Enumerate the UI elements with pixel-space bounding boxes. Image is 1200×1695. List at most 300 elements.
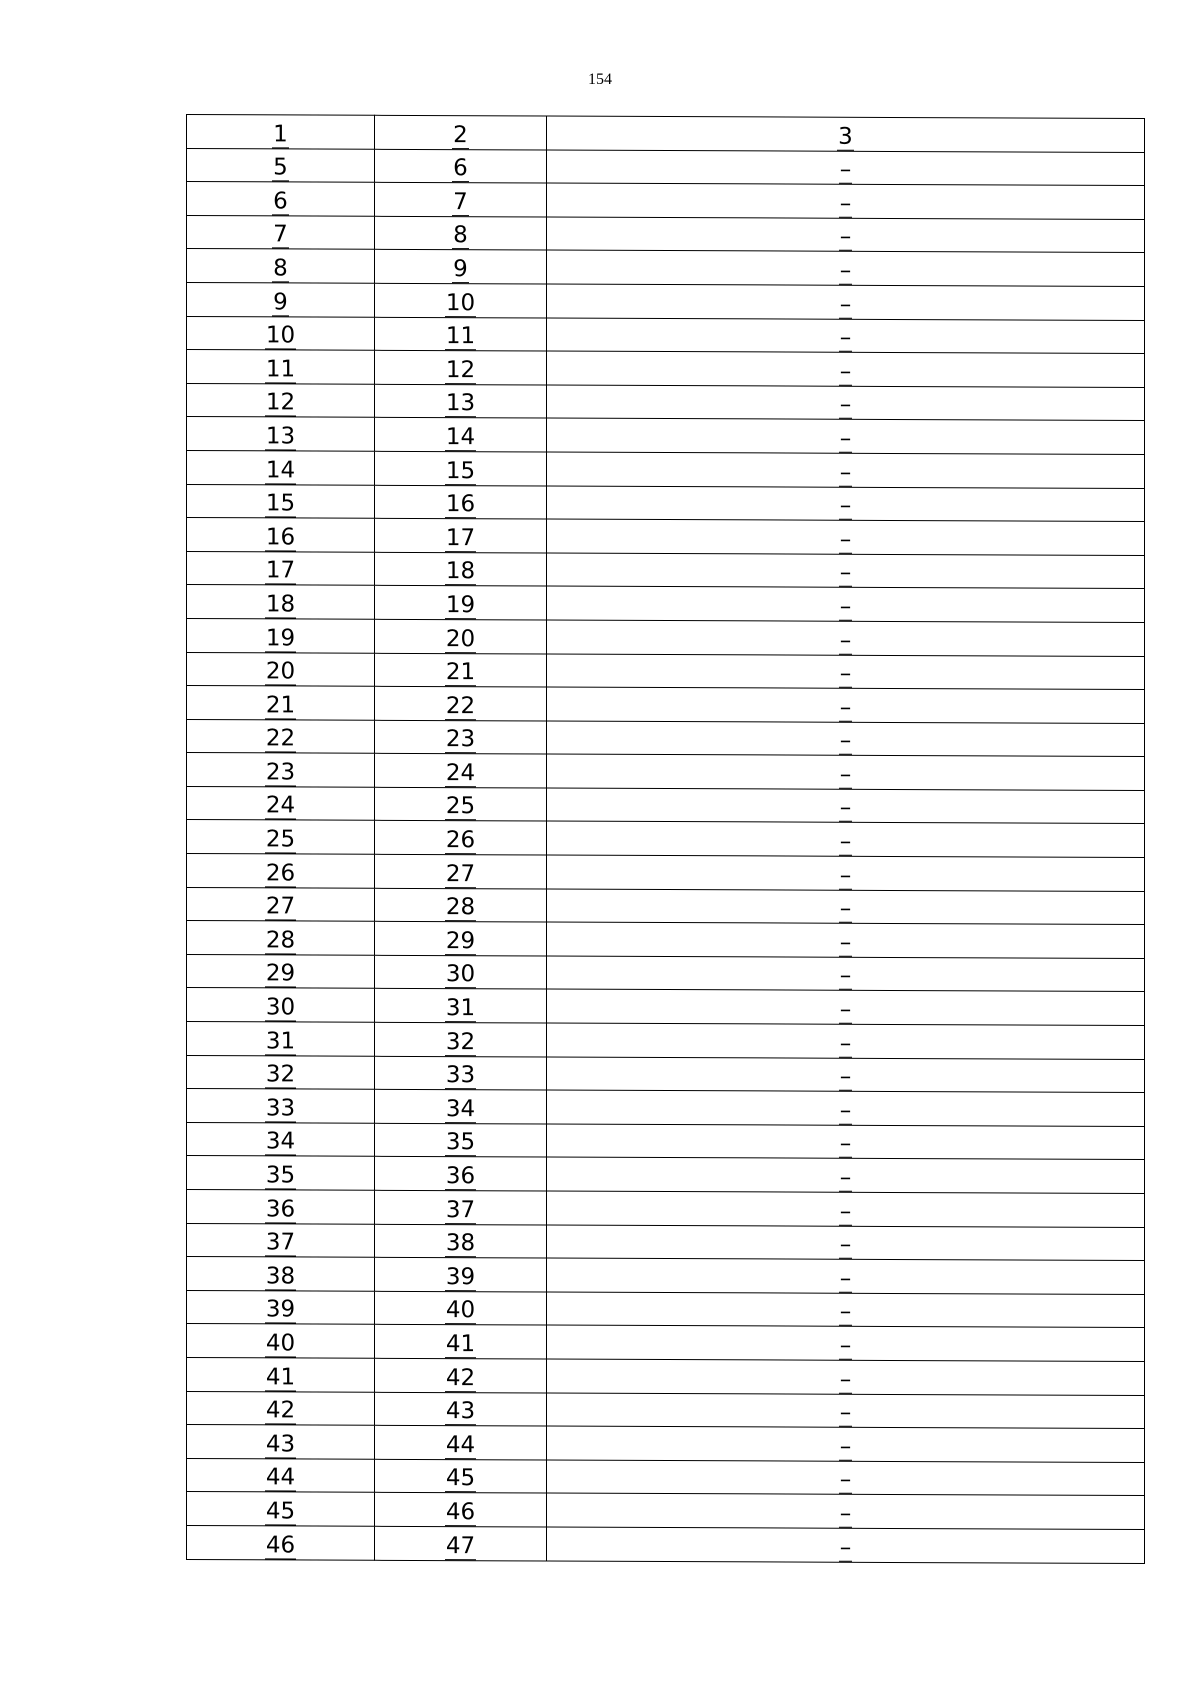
table-cell-col1	[187, 719, 375, 753]
table-cell-text: 33	[265, 1095, 296, 1122]
table-row	[187, 1223, 1145, 1261]
table-cell-col1	[187, 753, 375, 787]
table-cell-col1	[187, 1458, 375, 1492]
table-cell-col1	[187, 1156, 375, 1190]
table-cell-col3	[547, 1157, 1145, 1193]
table-row	[187, 618, 1145, 656]
table-cell-text: 32	[445, 1028, 476, 1055]
table-cell-col3	[547, 452, 1145, 488]
table-cell-text: –	[839, 627, 852, 654]
table-cell-col1	[187, 1290, 375, 1324]
table-cell-col1	[187, 1089, 375, 1123]
table-cell-text: –	[839, 1231, 852, 1258]
table-cell-col3	[547, 788, 1145, 824]
table-cell-text: 30	[265, 994, 296, 1021]
table-row	[187, 820, 1145, 858]
table-cell-text: 13	[265, 423, 296, 450]
table-cell-col3	[547, 1124, 1145, 1160]
table-cell-col1	[187, 249, 375, 283]
table-cell-text: 10	[445, 289, 476, 316]
table-cell-col2	[375, 1325, 547, 1359]
table-cell-col3	[547, 1225, 1145, 1261]
table-row	[187, 786, 1145, 824]
table-cell-col3	[547, 620, 1145, 656]
table-cell-col2	[375, 1392, 547, 1426]
table-row	[187, 1290, 1145, 1328]
table-cell-col2	[375, 250, 547, 284]
table-cell-col3	[547, 150, 1145, 186]
table-cell-text: 43	[265, 1431, 296, 1458]
table-row	[187, 1156, 1145, 1194]
table-cell-col1	[187, 282, 375, 316]
table-cell-text: –	[839, 1332, 852, 1359]
header-cell-col1	[187, 115, 375, 149]
table-row	[187, 887, 1145, 925]
table-cell-col3	[547, 519, 1145, 555]
table-cell-text: 19	[445, 591, 476, 619]
table-cell-col1	[187, 1257, 375, 1291]
table-row	[187, 854, 1145, 892]
table-cell-text: 14	[445, 424, 476, 451]
table-cell-text: 19	[265, 624, 296, 651]
table-cell-text: 29	[445, 927, 476, 955]
table-cell-text: 6	[273, 188, 288, 215]
table-cell-col3	[547, 855, 1145, 891]
table-cell-text: 40	[445, 1297, 476, 1324]
table-cell-col1	[187, 551, 375, 585]
table-cell-text: 15	[445, 457, 476, 484]
table-row	[187, 921, 1145, 959]
table-cell-col2	[375, 485, 547, 519]
table-cell-text: –	[839, 1030, 852, 1057]
header-cell-text: 2	[453, 121, 468, 148]
table-cell-text: –	[839, 728, 852, 755]
table-cell-col1	[187, 887, 375, 921]
table-cell-col2	[375, 418, 547, 452]
table-cell-text: 34	[445, 1095, 476, 1123]
table-cell-text: 38	[445, 1230, 476, 1257]
table-cell-col1	[187, 1324, 375, 1358]
table-cell-col3	[547, 1023, 1145, 1059]
table-cell-text: 17	[265, 557, 296, 584]
table-cell-text: 43	[445, 1398, 476, 1425]
table-cell-text: –	[839, 1500, 852, 1527]
table-cell-text: –	[839, 224, 852, 251]
table-cell-text: –	[839, 257, 852, 284]
table-cell-col1	[187, 1525, 375, 1559]
table-cell-text: –	[839, 459, 852, 486]
table-cell-col2	[375, 1526, 547, 1560]
table-row	[187, 1122, 1145, 1160]
table-cell-text: –	[839, 358, 852, 385]
table-cell-text: 10	[265, 322, 296, 349]
table-cell-text: 30	[445, 961, 476, 988]
table-row	[187, 1458, 1145, 1496]
table-cell-col3	[547, 250, 1145, 286]
table-cell-text: 9	[273, 288, 288, 315]
table-cell-col3	[547, 1527, 1145, 1563]
table-cell-col2	[375, 350, 547, 384]
table-cell-col2	[375, 922, 547, 956]
table-cell-text: 18	[445, 558, 476, 585]
table-cell-col1	[187, 182, 375, 216]
table-cell-text: 39	[265, 1296, 296, 1323]
table-row	[187, 1324, 1145, 1362]
table-cell-text: –	[839, 1366, 852, 1393]
table-cell-col2	[375, 888, 547, 922]
table-cell-text: 12	[445, 356, 476, 383]
table-cell-text: 7	[453, 188, 468, 215]
table-row	[187, 551, 1145, 589]
table-cell-col1	[187, 786, 375, 820]
table-row	[187, 350, 1145, 388]
table-header-row	[187, 115, 1145, 153]
table-cell-text: –	[839, 1131, 852, 1158]
table-cell-col3	[547, 553, 1145, 589]
header-cell-text: 3	[838, 123, 853, 150]
table-cell-col2	[375, 989, 547, 1023]
table-cell-text: 24	[445, 759, 476, 787]
table-cell-col3	[547, 183, 1145, 219]
table-cell-text: 33	[445, 1062, 476, 1089]
table-cell-col1	[187, 618, 375, 652]
table-cell-text: 46	[265, 1531, 296, 1558]
table-row	[187, 1492, 1145, 1530]
table-cell-text: 31	[445, 995, 476, 1022]
table-cell-text: –	[839, 593, 852, 620]
table-row	[187, 1525, 1145, 1563]
table-cell-text: –	[839, 660, 852, 687]
table-cell-text: 8	[273, 255, 288, 282]
table-cell-text: –	[839, 392, 852, 419]
table-cell-col1	[187, 215, 375, 249]
table-cell-text: 37	[445, 1196, 476, 1223]
table-cell-text: –	[839, 1097, 852, 1124]
table-row	[187, 1357, 1145, 1395]
table-cell-text: –	[839, 862, 852, 889]
table-cell-text: 7	[273, 221, 288, 248]
table-cell-text: 31	[265, 1027, 296, 1055]
table-row	[187, 484, 1145, 522]
table-cell-col3	[547, 1393, 1145, 1429]
table-cell-text: 24	[265, 792, 296, 819]
table-cell-text: 47	[445, 1532, 476, 1559]
table-cell-text: 12	[265, 389, 296, 416]
table-cell-col1	[187, 820, 375, 854]
table-cell-col2	[375, 787, 547, 821]
table-cell-text: 28	[445, 894, 476, 921]
table-row	[187, 585, 1145, 623]
page-number: 154	[588, 71, 612, 88]
table-cell-text: –	[839, 291, 852, 318]
table-row	[187, 988, 1145, 1026]
table-row	[187, 1089, 1145, 1127]
table-cell-col1	[187, 383, 375, 417]
table-cell-text: 28	[265, 927, 296, 954]
table-cell-text: 22	[445, 692, 476, 719]
table-cell-col3	[547, 1359, 1145, 1395]
table-cell-text: 42	[265, 1397, 296, 1424]
table-cell-col3	[547, 318, 1145, 354]
table-cell-col3	[547, 284, 1145, 320]
table-cell-col3	[547, 1325, 1145, 1361]
table-cell-col3	[547, 1493, 1145, 1529]
table-cell-col1	[187, 954, 375, 988]
table-cell-col1	[187, 350, 375, 384]
table-cell-col1	[187, 1357, 375, 1391]
table-cell-text: –	[839, 895, 852, 923]
table-cell-text: 37	[265, 1229, 296, 1256]
table-cell-col1	[187, 921, 375, 955]
table-cell-col3	[547, 1191, 1145, 1227]
table-cell-col2	[375, 955, 547, 989]
table-cell-col1	[187, 316, 375, 350]
table-cell-col3	[547, 586, 1145, 622]
table-cell-col1	[187, 1223, 375, 1257]
table-cell-text: –	[839, 156, 852, 183]
table-cell-col3	[547, 1090, 1145, 1126]
table-cell-col3	[547, 217, 1145, 253]
table-cell-text: –	[839, 1399, 852, 1426]
table-row	[187, 686, 1145, 724]
table-cell-col1	[187, 1425, 375, 1459]
table-cell-col2	[375, 283, 547, 317]
table-cell-text: 44	[265, 1464, 296, 1491]
table-cell-col3	[547, 889, 1145, 925]
table-cell-col1	[187, 988, 375, 1022]
table-cell-col1	[187, 148, 375, 182]
table-cell-text: 26	[265, 859, 296, 887]
table-cell-text: 17	[445, 524, 476, 551]
table-cell-text: –	[839, 1063, 852, 1091]
table-cell-text: 27	[445, 860, 476, 887]
table-cell-col1	[187, 484, 375, 518]
table-cell-text: –	[839, 1299, 852, 1326]
table-cell-text: –	[839, 963, 852, 990]
table-cell-col2	[375, 1090, 547, 1124]
table-cell-col2	[375, 821, 547, 855]
table-cell-col2	[375, 720, 547, 754]
header-cell-text: 1	[273, 120, 288, 148]
table-cell-col3	[547, 1057, 1145, 1093]
table-cell-col2	[375, 1493, 547, 1527]
table-cell-col3	[547, 418, 1145, 454]
table-cell-col1	[187, 1391, 375, 1425]
table-cell-col3	[547, 922, 1145, 958]
table-row	[187, 148, 1145, 186]
table-cell-col3	[547, 486, 1145, 522]
table-row	[187, 1391, 1145, 1429]
table-cell-text: 16	[445, 491, 476, 518]
table-row	[187, 1190, 1145, 1228]
table-row	[187, 450, 1145, 488]
table-cell-text: 21	[445, 659, 476, 686]
table-row	[187, 753, 1145, 791]
table-cell-text: 14	[265, 456, 296, 483]
table-cell-col2	[375, 317, 547, 351]
header-cell-col2	[375, 115, 547, 149]
table-cell-col1	[187, 686, 375, 720]
table-cell-col1	[187, 1022, 375, 1056]
table-cell-col2	[375, 518, 547, 552]
table-cell-text: 16	[265, 524, 296, 551]
table-cell-text: 45	[265, 1498, 296, 1525]
table-cell-col2	[375, 182, 547, 216]
table-cell-col2	[375, 1123, 547, 1157]
table-cell-text: –	[839, 996, 852, 1023]
table-cell-text: 6	[453, 155, 468, 182]
table-cell-text: 41	[445, 1331, 476, 1358]
table-cell-col1	[187, 652, 375, 686]
table-cell-text: 23	[265, 759, 296, 786]
table-row	[187, 383, 1145, 421]
table-cell-col3	[547, 989, 1145, 1025]
table-cell-col2	[375, 619, 547, 653]
table-row	[187, 1257, 1145, 1295]
table-cell-col2	[375, 216, 547, 250]
table-cell-text: –	[839, 1534, 852, 1561]
table-cell-col2	[375, 1425, 547, 1459]
table-cell-text: 20	[445, 625, 476, 652]
table-cell-col1	[187, 450, 375, 484]
table-row	[187, 1055, 1145, 1093]
table-cell-text: 39	[445, 1263, 476, 1290]
table-cell-text: –	[839, 425, 852, 452]
table-cell-col2	[375, 552, 547, 586]
table-cell-col3	[547, 1292, 1145, 1328]
table-row	[187, 954, 1145, 992]
table-cell-text: –	[839, 761, 852, 788]
table-cell-col2	[375, 754, 547, 788]
table-cell-text: 41	[265, 1363, 296, 1391]
table-cell-text: 27	[265, 893, 296, 920]
table-cell-col2	[375, 1056, 547, 1090]
table-cell-col3	[547, 721, 1145, 757]
table-row	[187, 182, 1145, 220]
table-cell-text: 21	[265, 692, 296, 719]
table-cell-text: 35	[445, 1129, 476, 1156]
table-cell-col3	[547, 687, 1145, 723]
table-cell-col2	[375, 586, 547, 620]
table-cell-text: –	[839, 1198, 852, 1225]
table-cell-text: 11	[445, 323, 476, 350]
table-cell-col2	[375, 854, 547, 888]
table-row	[187, 719, 1145, 757]
table-cell-text: 11	[265, 356, 296, 383]
header-cell-col3	[547, 116, 1145, 152]
table-row	[187, 652, 1145, 690]
table-cell-col3	[547, 351, 1145, 387]
table-cell-text: –	[839, 795, 852, 822]
table-cell-col3	[547, 754, 1145, 790]
table-cell-text: 29	[265, 960, 296, 987]
table-cell-col3	[547, 956, 1145, 992]
table-cell-col2	[375, 1358, 547, 1392]
table-row	[187, 282, 1145, 320]
table-cell-text: 36	[445, 1163, 476, 1190]
table-cell-col1	[187, 518, 375, 552]
table-cell-col3	[547, 1426, 1145, 1462]
table-cell-col2	[375, 1224, 547, 1258]
table-cell-text: 9	[453, 256, 468, 283]
table-cell-col3	[547, 385, 1145, 421]
table-cell-col2	[375, 1190, 547, 1224]
table-cell-text: 5	[273, 154, 288, 181]
table-cell-col1	[187, 854, 375, 888]
table-row	[187, 417, 1145, 455]
table-cell-col2	[375, 653, 547, 687]
table-cell-text: 45	[445, 1465, 476, 1492]
table-cell-col1	[187, 417, 375, 451]
table-cell-col2	[375, 1022, 547, 1056]
table-cell-text: –	[839, 1433, 852, 1460]
table-cell-text: –	[839, 190, 852, 217]
table-cell-text: 26	[445, 827, 476, 854]
table-cell-text: –	[839, 324, 852, 351]
table-row	[187, 316, 1145, 354]
table-cell-text: –	[839, 1164, 852, 1191]
table-cell-text: 36	[265, 1195, 296, 1223]
table-cell-text: –	[839, 828, 852, 855]
table-cell-col3	[547, 821, 1145, 857]
table-cell-text: 8	[453, 222, 468, 249]
table-cell-text: 22	[265, 725, 296, 752]
table-cell-col3	[547, 654, 1145, 690]
table-row	[187, 215, 1145, 253]
table-cell-text: 34	[265, 1128, 296, 1155]
table-cell-text: 46	[445, 1499, 476, 1526]
table-cell-text: 38	[265, 1263, 296, 1290]
table-cell-col3	[547, 1460, 1145, 1496]
table-cell-text: –	[839, 929, 852, 956]
table-cell-col1	[187, 1055, 375, 1089]
data-table	[186, 114, 1145, 1564]
table-cell-col2	[375, 1257, 547, 1291]
table-cell-text: 20	[265, 658, 296, 685]
table-cell-text: 18	[265, 591, 296, 618]
table-cell-col2	[375, 1459, 547, 1493]
table-cell-text: 40	[265, 1330, 296, 1357]
table-row	[187, 518, 1145, 556]
table-cell-col2	[375, 149, 547, 183]
table-cell-text: –	[839, 1265, 852, 1292]
table-cell-text: –	[839, 492, 852, 519]
table-cell-col1	[187, 1190, 375, 1224]
table-cell-col2	[375, 451, 547, 485]
table-cell-col2	[375, 1291, 547, 1325]
table-cell-text: 25	[265, 826, 296, 853]
table-cell-col1	[187, 1122, 375, 1156]
table-cell-text: 35	[265, 1162, 296, 1189]
table-row	[187, 1425, 1145, 1463]
table-cell-text: –	[839, 1467, 852, 1494]
table-cell-text: 44	[445, 1431, 476, 1458]
table-cell-col2	[375, 384, 547, 418]
table-cell-text: 42	[445, 1364, 476, 1391]
table-cell-text: 13	[445, 390, 476, 417]
table-body	[187, 115, 1145, 1564]
table-cell-text: 15	[265, 490, 296, 517]
table-cell-text: 25	[445, 793, 476, 820]
table-cell-text: –	[839, 694, 852, 721]
table-cell-text: –	[839, 560, 852, 587]
table-cell-text: 32	[265, 1061, 296, 1088]
table-cell-col2	[375, 1157, 547, 1191]
table-cell-col1	[187, 1492, 375, 1526]
table-cell-col3	[547, 1258, 1145, 1294]
table-row	[187, 1022, 1145, 1060]
table-cell-text: 23	[445, 726, 476, 753]
